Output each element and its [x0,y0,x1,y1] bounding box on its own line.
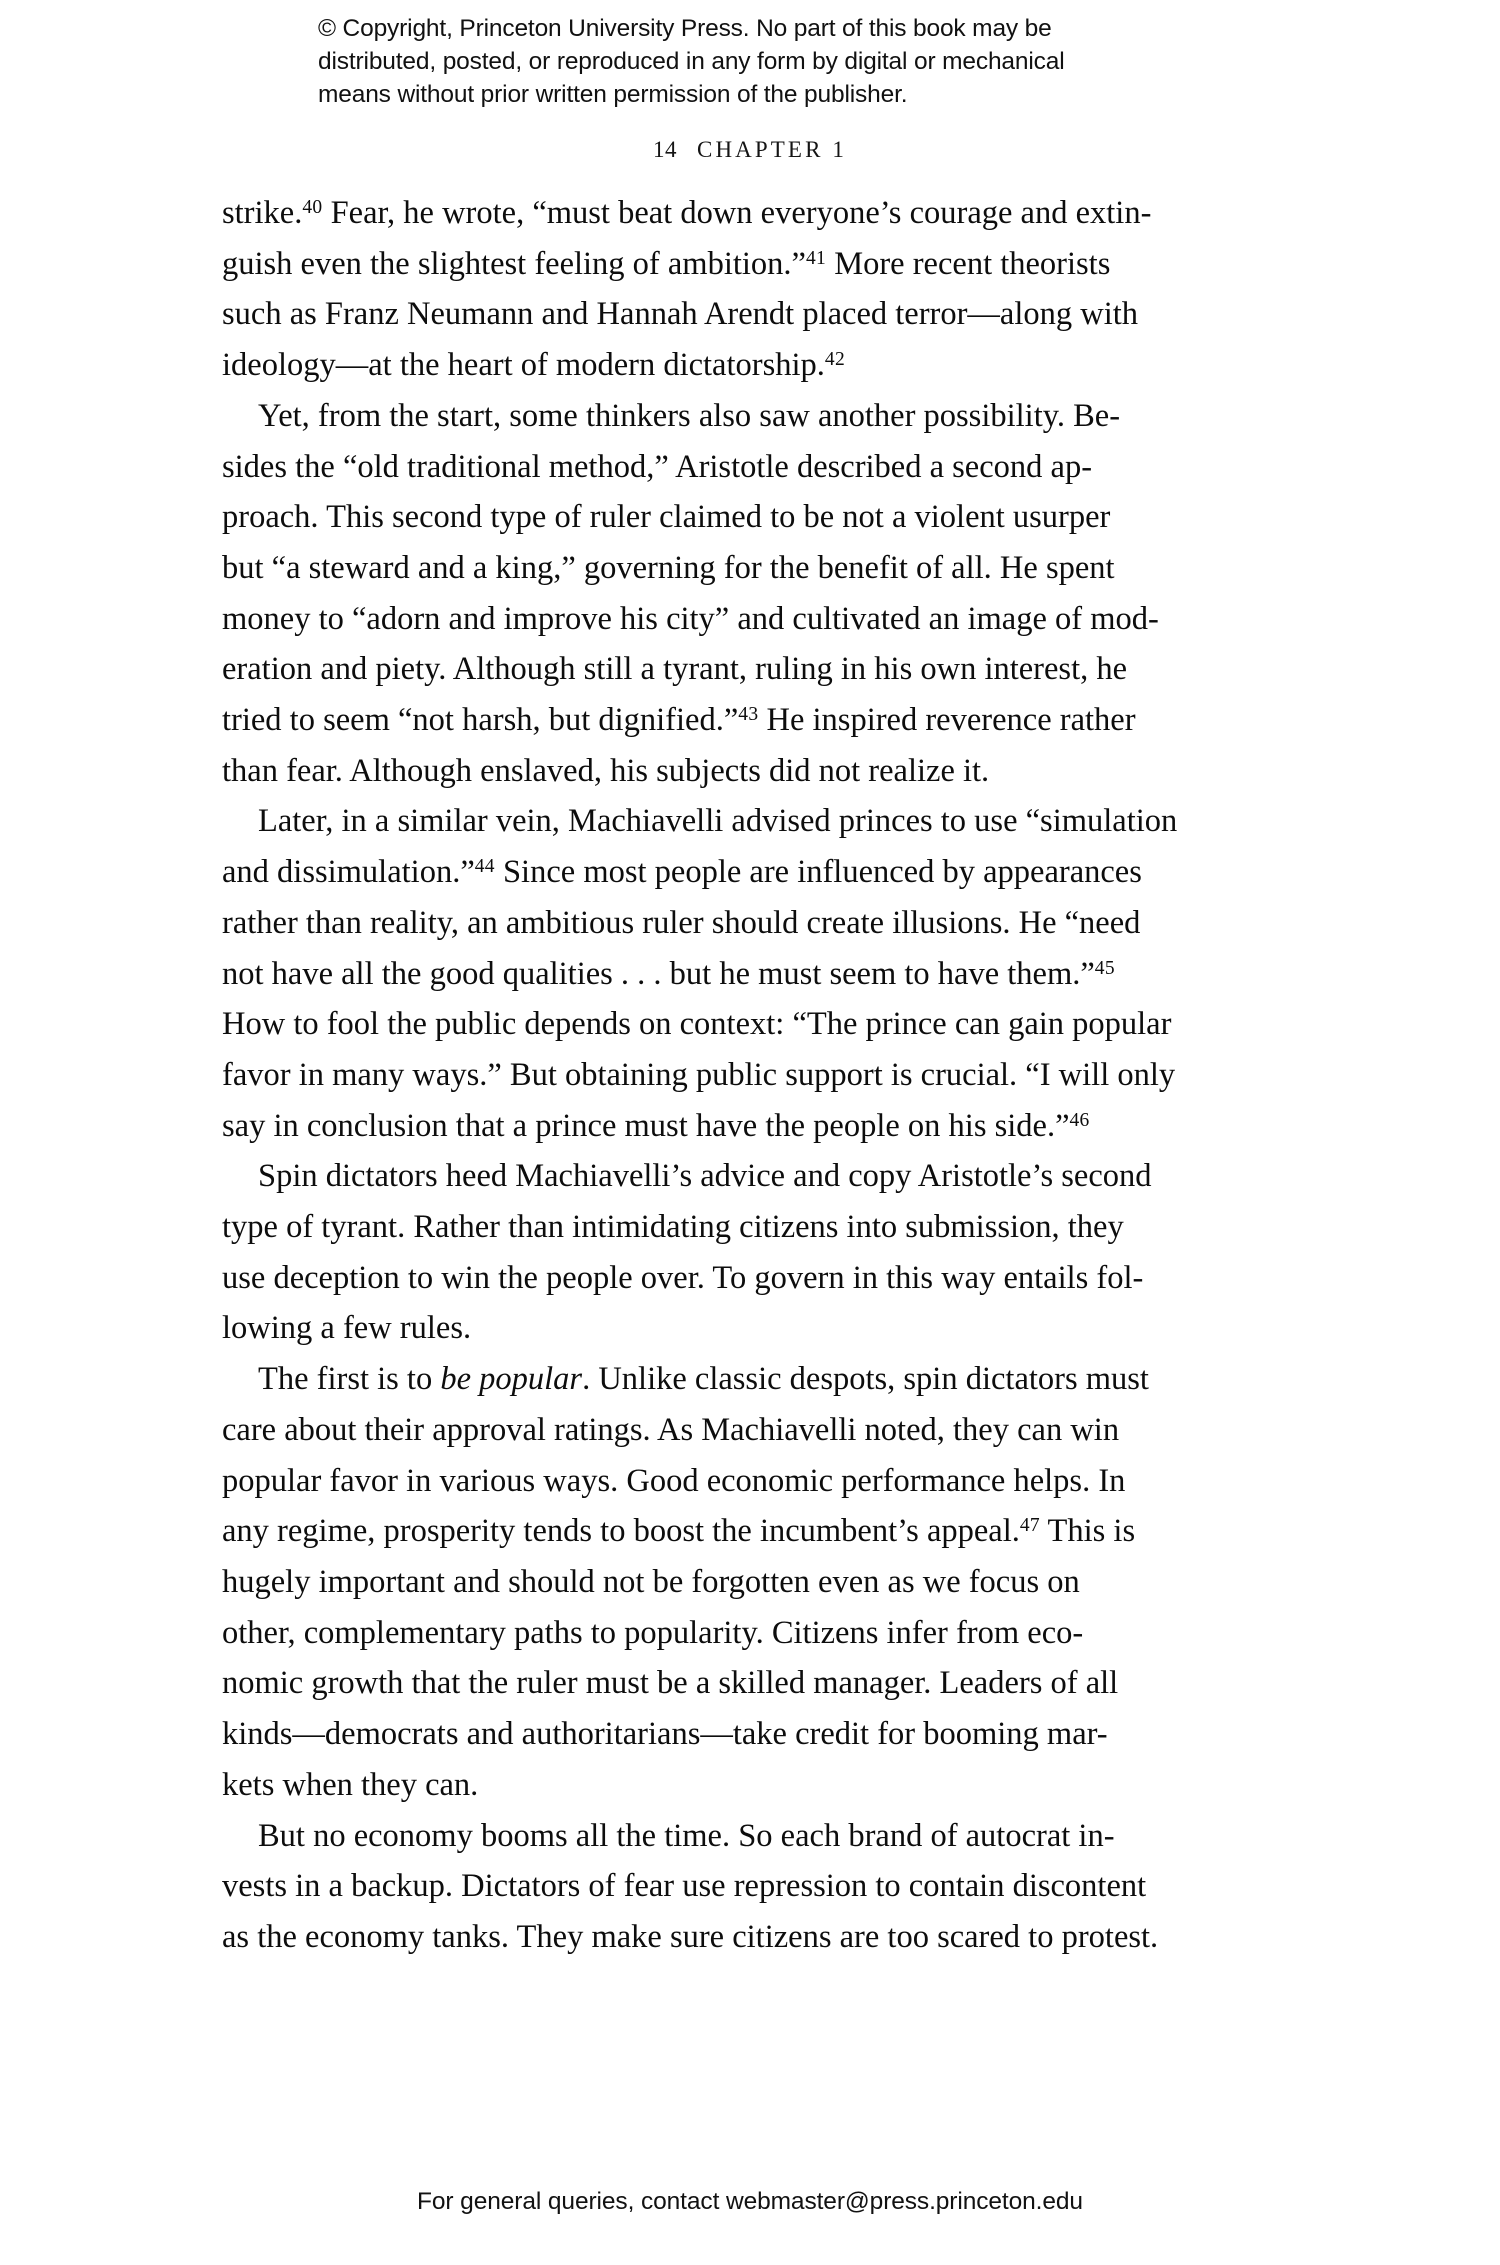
text-line: But no economy booms all the time. So each brand of autocrat in- [258,1817,1115,1854]
text-line: use deception to win the people over. To govern in this way entails fol- [222,1259,1144,1296]
para-1 [222,188,1287,391]
copyright-notice-line-3: means without prior written permission of the publisher. [318,81,908,108]
para-5 [222,1354,1287,1810]
text-line: hugely important and should not be forgotten even as we focus on [222,1563,1080,1600]
footnote-marker: 47 [1019,1515,1040,1537]
text-line: proach. This second type of ruler claimed to be not a violent usurper [222,499,1111,536]
text-line: sides the “old traditional method,” Aristotle described a second ap- [222,448,1093,485]
footnote-marker: 41 [805,247,827,269]
para-6 [222,1811,1287,1963]
footnote-marker: 45 [1094,957,1115,979]
footnote-marker: 44 [474,856,495,878]
text-line: money to “adorn and improve his city” and cultivated an image of mod- [222,600,1159,637]
italic-phrase: be popular [440,1361,583,1398]
text-line: other, complementary paths to popularity. Citizens infer from eco- [222,1614,1084,1651]
text-line: and dissimulation.”$^{44}$ Since most people are influenced by appearances [222,854,1142,891]
text-line: strike.$^{40}$ Fear, he wrote, “must beat down everyone’s courage and extin- [222,195,1152,231]
text-line: any regime, prosperity tends to boost the incumbent’s appeal.$^{47}$ This is [222,1513,1136,1550]
text-line: kets when they can. [222,1766,479,1803]
text-line: tried to seem “not harsh, but dignified.”$^{43}$ He inspired reverence rather [222,702,1136,739]
text-line: say in conclusion that a prince must have the people on his side.”$^{46}$ [222,1107,1090,1144]
body-text [222,188,1287,1963]
text-line: favor in many ways.” But obtaining public support is crucial. “I will only [222,1056,1176,1093]
text-line: The first is to be popular. Unlike classic despots, spin dictators must [258,1361,1149,1398]
footnote-marker: 46 [1069,1109,1090,1131]
footnote-marker: 40 [302,196,323,218]
text-line: How to fool the public depends on context: “The prince can gain popular [222,1006,1172,1043]
page-number: 14 [653,137,678,162]
chapter-label: CHAPTER 1 [697,137,847,162]
page-footer: For general queries, contact webmaster@press.princeton.edu [417,2188,1083,2215]
copyright-notice-line-2: distributed, posted, or reproduced in any form by digital or mechanical [318,48,1065,75]
text-line: type of tyrant. Rather than intimidating citizens into submission, they [222,1209,1124,1246]
para-3 [222,796,1287,1151]
text-line: vests in a backup. Dictators of fear use repression to contain discontent [222,1868,1147,1905]
text-line: care about their approval ratings. As Machiavelli noted, they can win [222,1411,1120,1448]
copyright-notice [318,12,1178,111]
running-head [0,136,1500,164]
footnote-marker: 42 [824,348,845,370]
text-line: Yet, from the start, some thinkers also saw another possibility. Be- [258,397,1121,434]
text-line: lowing a few rules. [222,1310,472,1347]
para-4 [222,1151,1287,1354]
text-line: such as Franz Neumann and Hannah Arendt placed terror—along with [222,296,1139,333]
text-line: Spin dictators heed Machiavelli’s advice and copy Aristotle’s second [258,1158,1152,1195]
text-line: kinds—democrats and authoritarians—take credit for booming mar- [222,1716,1108,1753]
text-line: but “a steward and a king,” governing for the benefit of all. He spent [222,549,1115,586]
copyright-notice-line-1: © Copyright, Princeton University Press. No part of this book may be [318,15,1052,42]
para-2 [222,391,1287,797]
text-line: not have all the good qualities . . . but he must seem to have them.”$^{45}$ [222,955,1115,992]
text-line: rather than reality, an ambitious ruler should create illusions. He “need [222,904,1141,941]
text-line: eration and piety. Although still a tyrant, ruling in his own interest, he [222,651,1128,688]
text-line: popular favor in various ways. Good economic performance helps. In [222,1462,1126,1499]
text-line: Later, in a similar vein, Machiavelli advised princes to use “simulation [258,803,1178,840]
text-line: nomic growth that the ruler must be a skilled manager. Leaders of all [222,1665,1119,1702]
text-line: than fear. Although enslaved, his subjects did not realize it. [222,752,990,789]
text-line: as the economy tanks. They make sure citizens are too scared to protest. [222,1918,1159,1955]
footnote-marker: 43 [738,703,759,725]
text-line: guish even the slightest feeling of ambition.”$^{41}$ More recent theorists [222,245,1111,282]
text-line: ideology—at the heart of modern dictatorship.$^{42}$ [222,347,845,384]
